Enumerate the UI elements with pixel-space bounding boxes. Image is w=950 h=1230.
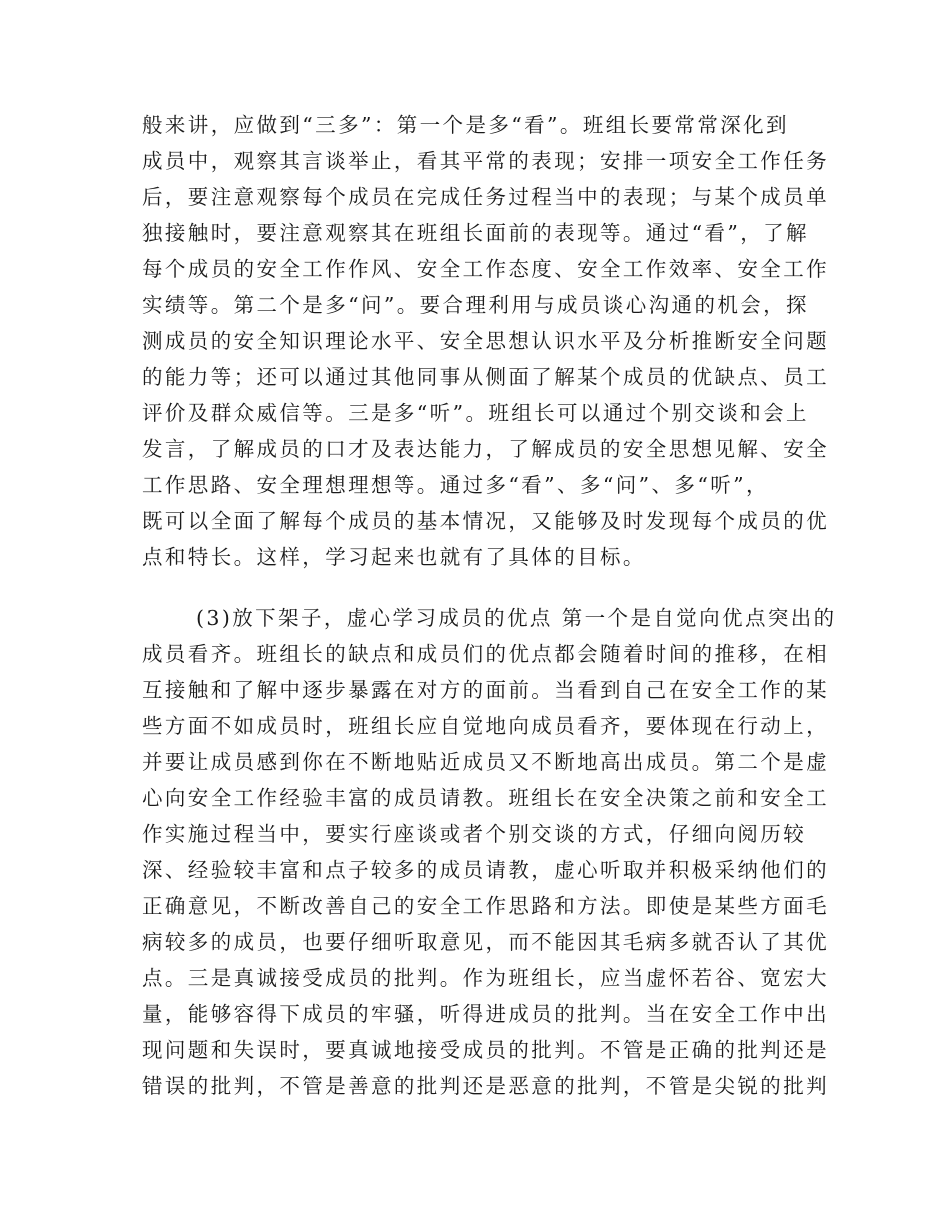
text-line: 独接触时，要注意观察其在班组长面前的表现等。通过“看”，了解	[142, 221, 809, 245]
text-line: 病较多的成员，也要仔细听取意见，而不能因其毛病多就否认了其优	[142, 930, 829, 954]
text-line: 错误的批判，不管是善意的批判还是恶意的批判，不管是尖锐的批判	[142, 1074, 829, 1098]
paragraph-first-line: (3)放下架子，虚心学习成员的优点 第一个是自觉向优点突出的	[196, 606, 837, 630]
text-line: 并要让成员感到你在不断地贴近成员又不断地高出成员。第二个是虚	[142, 750, 829, 774]
text-line: 测成员的安全知识理论水平、安全思想认识水平及分析推断安全问题	[142, 329, 829, 353]
text-line: 工作思路、安全理想理想等。通过多“看”、多“问”、多“听”，	[142, 473, 769, 497]
text-line: 量，能够容得下成员的牢骚，听得进成员的批判。当在安全工作中出	[142, 1002, 829, 1026]
text-line: 每个成员的安全工作作风、安全工作态度、安全工作效率、安全工作	[142, 257, 829, 281]
text-line: 深、经验较丰富和点子较多的成员请教，虚心听取并积极采纳他们的	[142, 858, 829, 882]
text-line: 互接触和了解中逐步暴露在对方的面前。当看到自己在安全工作的某	[142, 678, 829, 702]
text-line: 发言，了解成员的口才及表达能力，了解成员的安全思想见解、安全	[142, 437, 829, 461]
text-line: 成员中，观察其言谈举止，看其平常的表现；安排一项安全工作任务	[142, 149, 829, 173]
text-line: 现问题和失误时，要真诚地接受成员的批判。不管是正确的批判还是	[142, 1038, 829, 1062]
text-line: 后，要注意观察每个成员在完成任务过程当中的表现；与某个成员单	[142, 185, 829, 209]
text-line: 点。三是真诚接受成员的批判。作为班组长，应当虚怀若谷、宽宏大	[142, 966, 829, 990]
text-line: 评价及群众威信等。三是多“听”。班组长可以通过个别交谈和会上	[142, 401, 809, 425]
text-line: 般来讲，应做到“三多”：第一个是多“看”。班组长要常常深化到	[142, 113, 789, 137]
text-line: 成员看齐。班组长的缺点和成员们的优点都会随着时间的推移，在相	[142, 642, 829, 666]
text-line: 正确意见，不断改善自己的安全工作思路和方法。即使是某些方面毛	[142, 894, 829, 918]
text-line: 些方面不如成员时，班组长应自觉地向成员看齐，要体现在行动上，	[142, 714, 829, 738]
text-line: 心向安全工作经验丰富的成员请教。班组长在安全决策之前和安全工	[142, 786, 829, 810]
text-line: 实绩等。第二个是多“问”。要合理利用与成员谈心沟通的机会，探	[142, 293, 809, 317]
text-line: 作实施过程当中，要实行座谈或者个别交谈的方式，仔细向阅历较	[142, 822, 807, 846]
text-line: 既可以全面了解每个成员的基本情况，又能够及时发现每个成员的优	[142, 509, 829, 533]
text-line: 点和特长。这样，学习起来也就有了具体的目标。	[142, 545, 646, 569]
text-line: 的能力等；还可以通过其他同事从侧面了解某个成员的优缺点、员工	[142, 365, 829, 389]
